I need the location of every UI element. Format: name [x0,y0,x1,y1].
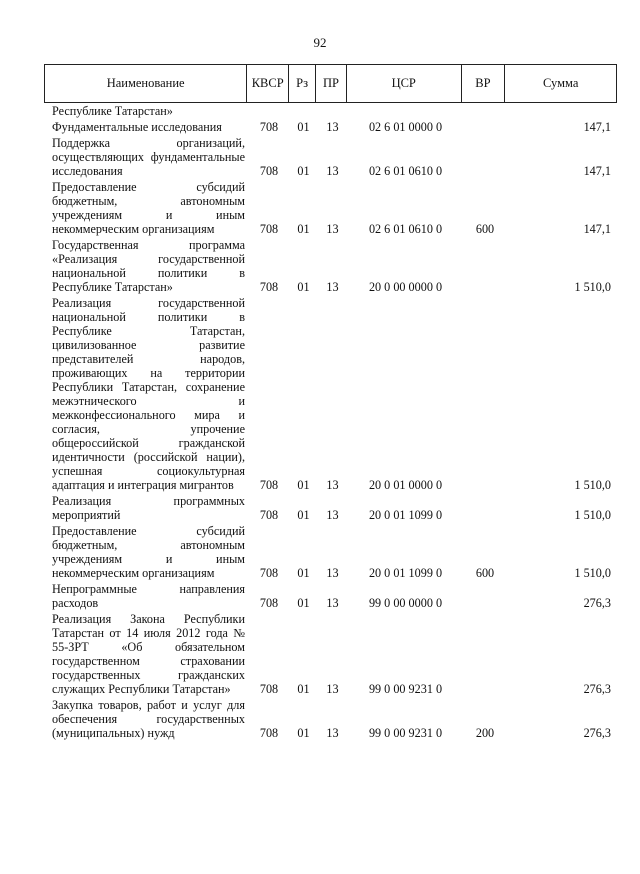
row-vr: 600 [475,222,495,236]
table-row [44,238,617,294]
row-name: Республике Татарстан» [52,104,173,118]
row-rz: 01 [297,478,310,492]
row-kvsr: 708 [259,222,279,236]
row-sum: 147,1 [583,120,611,134]
row-csr: 02 6 01 0000 0 [368,120,443,134]
table-row [44,612,617,696]
row-rz: 01 [297,164,310,178]
row-csr: 20 0 01 1099 0 [368,566,443,580]
row-kvsr: 708 [259,726,279,740]
table-row [44,104,617,118]
row-csr: 99 0 00 9231 0 [368,726,443,740]
table-body [44,104,617,742]
row-sum: 1 510,0 [574,280,611,294]
row-csr: 20 0 01 1099 0 [368,508,443,522]
row-csr: 02 6 01 0610 0 [368,222,443,236]
row-pr: 13 [326,120,339,134]
row-sum: 1 510,0 [574,566,611,580]
row-sum: 276,3 [583,596,611,610]
table-row [44,494,617,522]
row-pr: 13 [326,280,339,294]
header-csr: ЦСР [347,65,462,102]
row-rz: 01 [297,682,310,696]
header-name: Наименование [45,65,247,102]
row-csr: 99 0 00 9231 0 [368,682,443,696]
header-sum: Сумма [542,76,579,90]
row-sum: 147,1 [583,222,611,236]
row-name: Закупка товаров, работ и услуг для обеспечения государственных (муниципальных) нужд [52,698,245,740]
row-sum: 276,3 [583,682,611,696]
table-row [44,582,617,610]
row-sum: 1 510,0 [574,478,611,492]
table-row [44,136,617,178]
row-sum: 147,1 [583,164,611,178]
row-kvsr: 708 [259,682,279,696]
row-sum: 1 510,0 [574,508,611,522]
table-header [44,64,617,103]
row-csr: 99 0 00 0000 0 [368,596,443,610]
table-row [44,180,617,236]
row-rz: 01 [297,222,310,236]
row-csr: 20 0 01 0000 0 [368,478,443,492]
row-rz: 01 [297,726,310,740]
row-pr: 13 [326,726,339,740]
row-name: Фундаментальные исследования [52,120,222,134]
row-pr: 13 [326,508,339,522]
row-kvsr: 708 [259,478,279,492]
header-pr: ПР [316,65,347,102]
row-kvsr: 708 [259,566,279,580]
row-kvsr: 708 [259,508,279,522]
row-name: Реализация программных мероприятий [52,494,245,522]
row-pr: 13 [326,222,339,236]
row-pr: 13 [326,478,339,492]
table-row [44,296,617,492]
row-name: Предоставление субсидий бюджетным, автономным учреждениям и иным некоммерческим организациям [52,524,245,580]
row-vr: 600 [475,566,495,580]
row-sum: 276,3 [583,726,611,740]
table-row [44,524,617,580]
header-vr: ВР [462,65,506,102]
row-rz: 01 [297,596,310,610]
row-pr: 13 [326,164,339,178]
row-pr: 13 [326,682,339,696]
row-kvsr: 708 [259,596,279,610]
row-vr: 200 [475,726,495,740]
row-kvsr: 708 [259,164,279,178]
table-row [44,698,617,740]
row-rz: 01 [297,566,310,580]
row-kvsr: 708 [259,280,279,294]
row-pr: 13 [326,596,339,610]
row-rz: 01 [297,120,310,134]
table-row [44,120,617,134]
row-rz: 01 [297,508,310,522]
row-csr: 20 0 00 0000 0 [368,280,443,294]
row-pr: 13 [326,566,339,580]
header-kvsr: КВСР [247,65,289,102]
row-name: Предоставление субсидий бюджетным, автономным учреждениям и иным некоммерческим организациям [52,180,245,236]
page-number: 92 [313,35,327,50]
header-rz: Рз [289,65,316,102]
row-csr: 02 6 01 0610 0 [368,164,443,178]
row-name: Реализация Закона Республики Татарстан от 14 июля 2012 года № 55-ЗРТ «Об обязательном государственном страховании государственных гражданских служащих Республики Татарстан» [52,612,245,696]
row-name: Непрограммные направления расходов [52,582,245,610]
row-name: Реализация государственной национальной политики в Республике Татарстан, цивилизованное развитие представителей народов, проживающих на территории Республики Татарстан, сохранение межэтнического и межконфессионального мира и согласия, упрочение общероссийской гражданской идентичности (российской нации), успешная социокультурная адаптация и интеграция мигрантов [52,296,245,492]
row-rz: 01 [297,280,310,294]
row-kvsr: 708 [259,120,279,134]
row-name: Поддержка организаций, осуществляющих фундаментальные исследования [52,136,245,178]
row-name: Государственная программа «Реализация государственной национальной политики в Республике Татарстан» [52,238,245,294]
